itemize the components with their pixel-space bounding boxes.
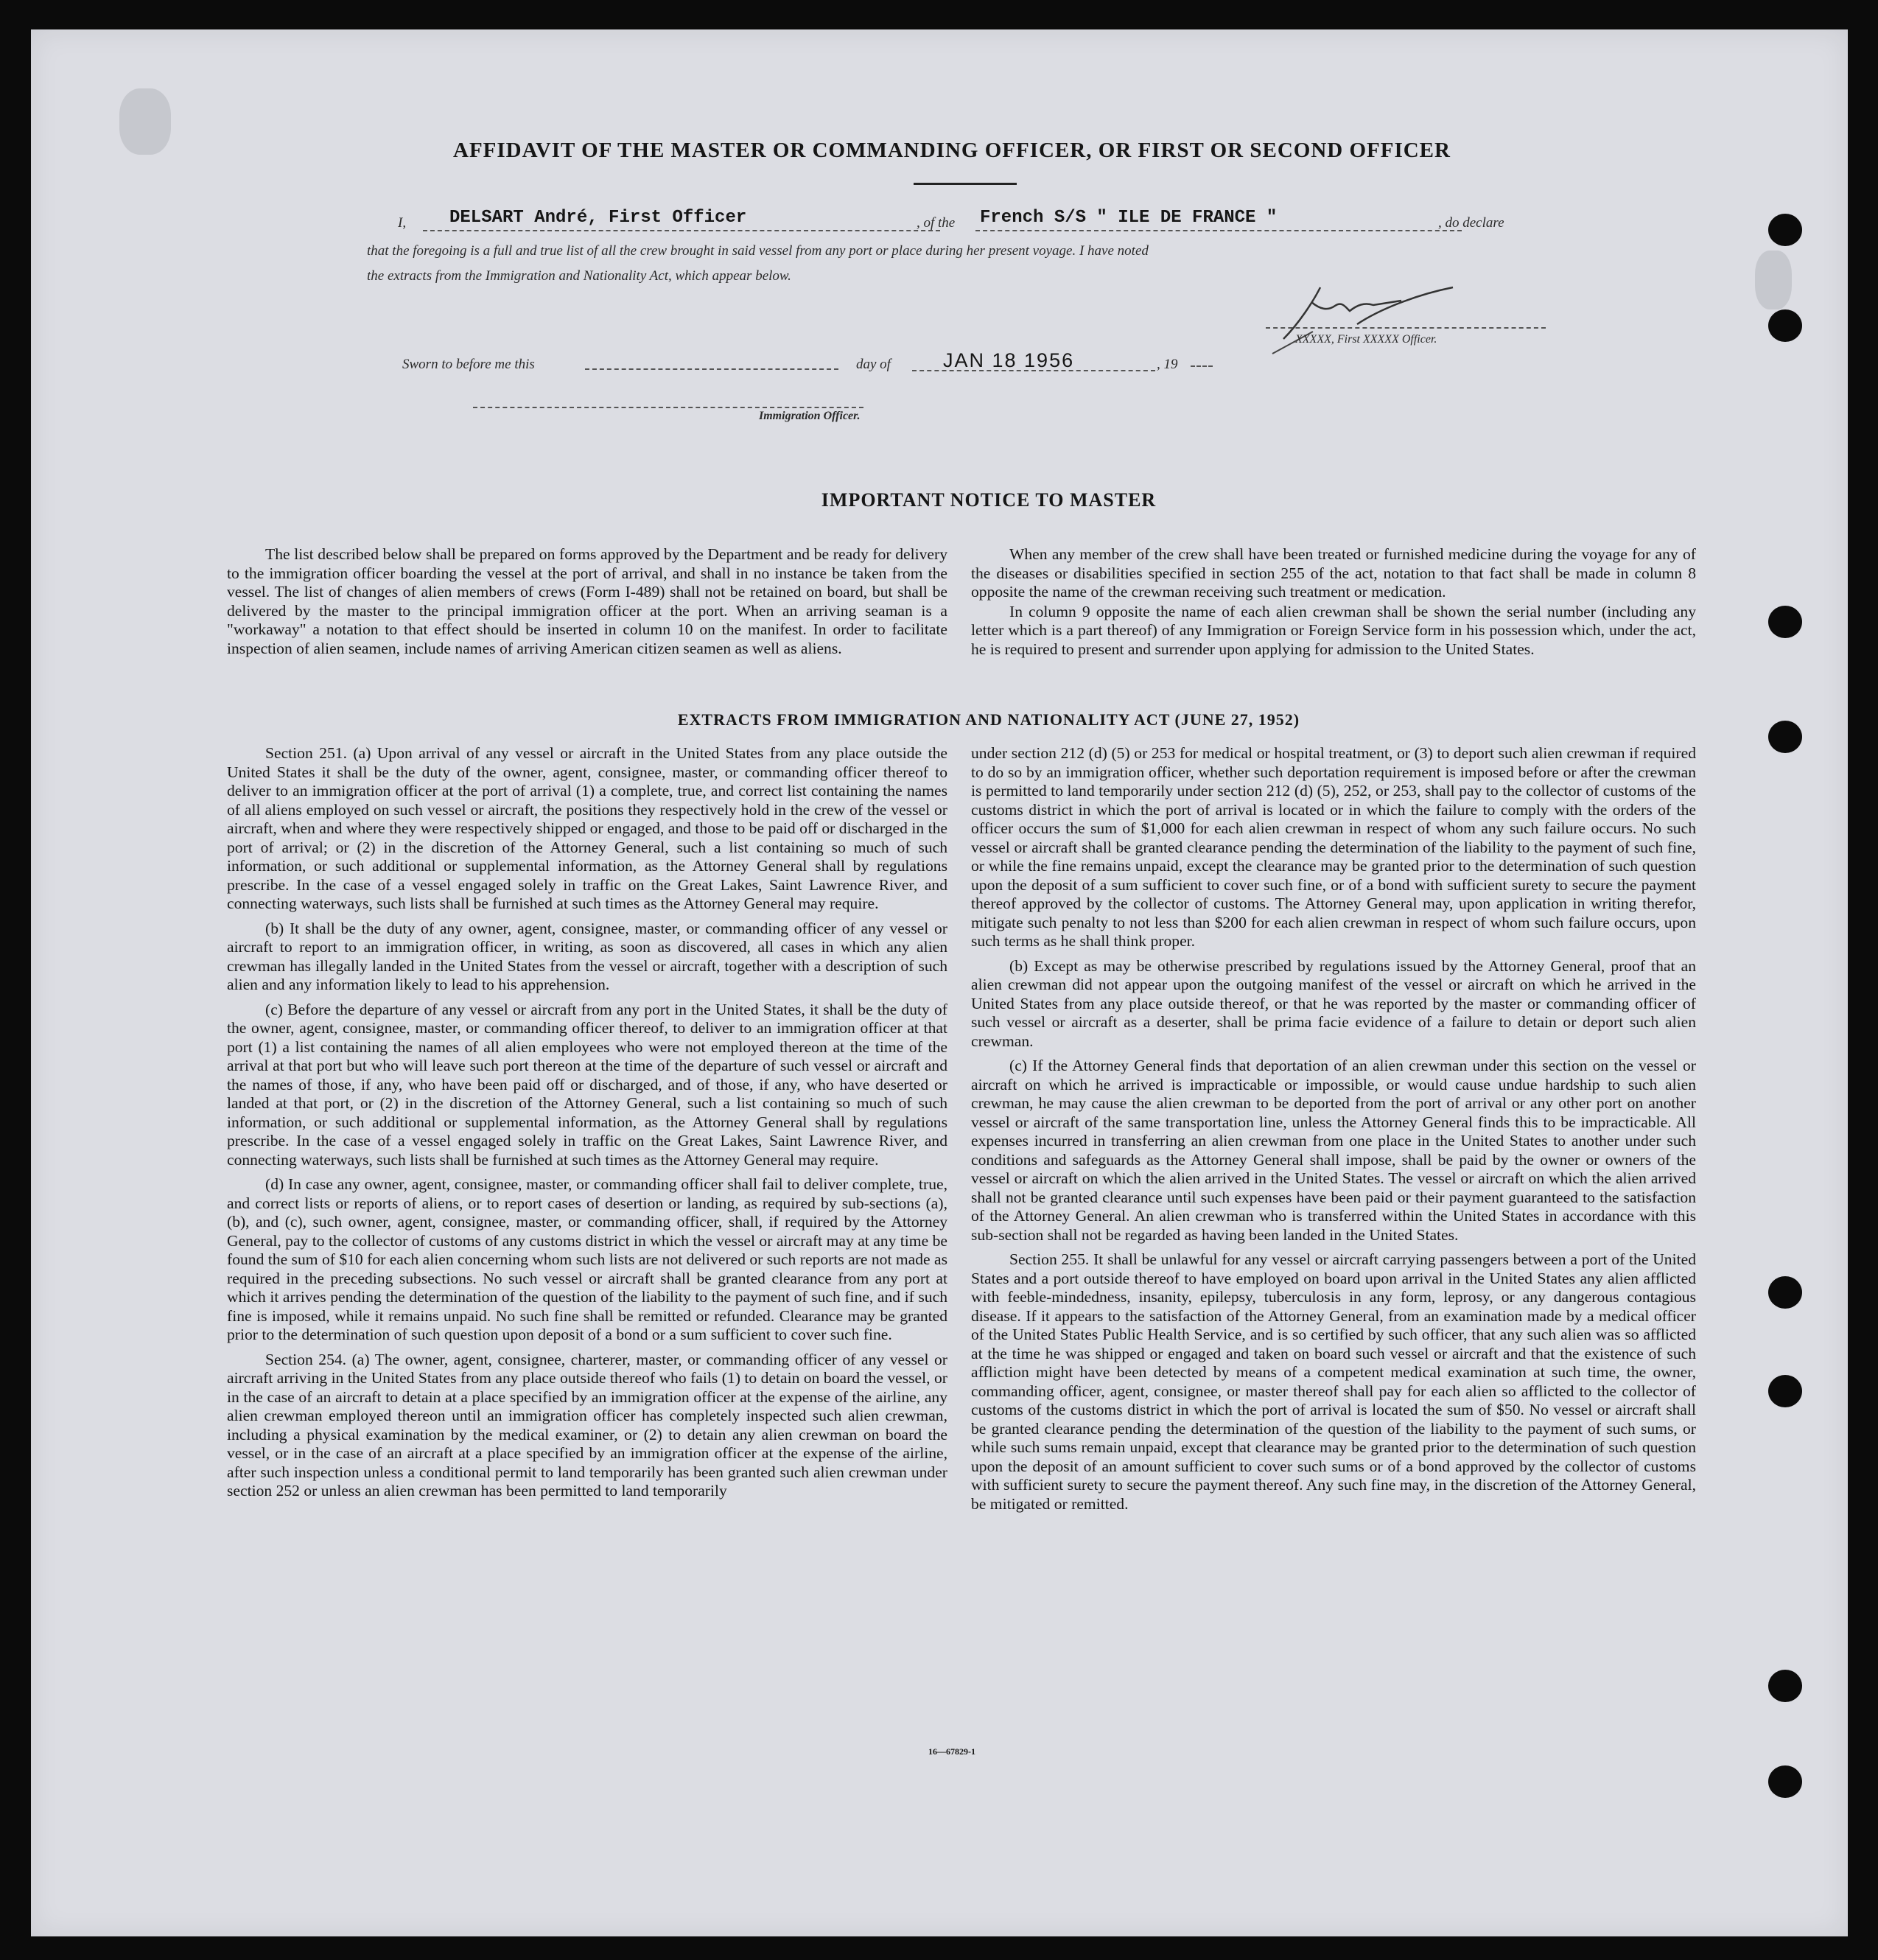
punch-hole: [1768, 606, 1802, 638]
declarant-name: DELSART André, First Officer: [449, 208, 747, 228]
extracts-title: EXTRACTS FROM IMMIGRATION AND NATIONALITY ACT (JUNE 27, 1952): [677, 710, 1300, 729]
extracts-left-column: [227, 744, 947, 1507]
day-of-label: day of: [856, 357, 891, 372]
form-code: 16—67829-1: [928, 1746, 975, 1757]
notice-right-paragraph-2: In column 9 opposite the name of each alien crewman shall be shown the serial number (including any letter which is a part thereof) of any Immigration or Foreign Service form in his possession which, under the act, he is required to present and surrender upon applying for admission to the United States.: [971, 602, 1696, 658]
do-declare-label: , do declare: [1438, 215, 1504, 231]
date-stamp: JAN 18 1956: [943, 349, 1075, 371]
year-field[interactable]: [1191, 360, 1213, 367]
punch-hole: [1768, 309, 1802, 342]
signature-scribble: [1269, 273, 1468, 361]
punch-hole: [1768, 1375, 1802, 1407]
section-254c: (c) If the Attorney General finds that deportation of an alien crewman under this section on the vessel or aircraft on which he arrived is impracticable or impossible, or would cause undue hardship to such alien crewman, he may cause the alien crewman to be deported from the port of arrival or any other port on another vessel or aircraft of the same transportation line, unless the Attorney General finds this to be impracticable. All expenses incurred in transferring an alien crewman from one place in the United States to another under such conditions and safeguards as the Attorney General shall impose, shall be paid by the owner or owners of the vessel or aircraft on which the alien arrived in the United States. The vessel or aircraft on which the alien arrived shall not be granted clearance until such expenses have been paid or their payment guaranteed to the satisfaction of the Attorney General. An alien crewman who is transferred within the United States in accordance with this sub-section shall not be regarded as having been landed in the United States.: [971, 1057, 1696, 1244]
notice-title: IMPORTANT NOTICE TO MASTER: [821, 489, 1157, 511]
statement-line-1: that the foregoing is a full and true list of all the crew brought in said vessel from any port or place during her present voyage. I have noted: [367, 243, 1149, 259]
punch-hole: [1768, 214, 1802, 246]
vessel-name: French S/S " ILE DE FRANCE ": [980, 208, 1278, 228]
punch-hole: [1768, 1670, 1802, 1702]
sworn-date-field[interactable]: [585, 349, 838, 370]
affidavit-title: AFFIDAVIT OF THE MASTER OR COMMANDING OFFICER, OR FIRST OR SECOND OFFICER: [453, 139, 1451, 162]
statement-line-2: the extracts from the Immigration and Nationality Act, which appear below.: [367, 268, 791, 284]
punch-hole: [1768, 1276, 1802, 1309]
year-label: , 19: [1157, 357, 1178, 372]
smudge-mark: [119, 88, 171, 155]
sworn-label: Sworn to before me this: [402, 357, 535, 372]
document-page: [31, 29, 1848, 1936]
section-254b: (b) Except as may be otherwise prescribed by regulations issued by the Attorney General, proof that an alien crewman did not appear upon the outgoing manifest of the vessel or aircraft on which he arrived in the United States from any place outside thereof, or that he was reported by the master or commanding officer of such vessel or aircraft as a deserter, shall be prima facie evidence of a failure to detain or deport such alien crewman.: [971, 956, 1696, 1050]
section-255: Section 255. It shall be unlawful for any vessel or aircraft carrying passengers between a port of the United States and a port outside thereof to have employed on board upon arrival in the United States any alien afflicted with feeble-mindedness, insanity, epilepsy, tuberculosis in any form, leprosy, or any dangerous contagious disease. If it appears to the satisfaction of the Attorney General, from an examination made by a medical officer of the United States Public Health Service, and is so certified by such officer, that any such alien was so afflicted at the time he was shipped or engaged and taken on board such vessel or aircraft and that the existence of such affliction might have been detected by means of a competent medical examination at such time, the owner, commanding officer, agent, consignee, or master thereof shall pay for each alien so afflicted to the collector of customs of the customs district in which the port of arrival is located the sum of $50. No vessel or aircraft shall be granted clearance pending the determination of the question of the liability to the payment of such sums, or while such sums remain unpaid, except that clearance may be granted prior to the determination of such question upon the deposit of an amount sufficient to cover such sums or of a bond approved by the collector of customs with sufficient surety to secure the payment thereof. Any such fine may, in the discretion of the Attorney General, be mitigated or remitted.: [971, 1250, 1696, 1513]
smudge-mark: [1755, 251, 1792, 309]
punch-hole: [1768, 721, 1802, 753]
vessel-field[interactable]: [975, 208, 1462, 231]
section-254a-continued: under section 212 (d) (5) or 253 for medical or hospital treatment, or (3) to deport such alien crewman if required to do so by an immigration officer, whether such deportation requirement is imposed before or after the crewman is permitted to land temporarily under section 212 (d) (5), 252, or 253, shall pay to the collector of customs of the customs district in which the port of arrival is located or in which the failure to comply with the orders of the officer occurs the sum of $1,000 for each alien crewman in respect of whom any such failure occurs. No such vessel or aircraft shall be granted clearance pending the determination of the liability to the payment of such fine, or while the fine remains unpaid, except the clearance may be granted prior to the determination of such question upon the deposit of a sum sufficient to cover such fine, or of a bond with sufficient surety to secure the payment thereof approved by the collector of customs. The Attorney General may, upon application in writing therefor, mitigate such penalty to not less than $200 for each alien crewman in respect of whom such failure occurs, upon such terms as he shall think proper.: [971, 744, 1696, 950]
immigration-officer-caption: Immigration Officer.: [759, 410, 861, 422]
section-251c: (c) Before the departure of any vessel or aircraft from any port in the United States, it shall be the duty of the owner, agent, consignee, master, or commanding officer thereof, to deliver to an immigration officer at that port (1) a list containing the names of all alien employees who were not employed thereon at the time of the arrival at that port but who will leave such port thereon at the time of the departure of such vessel or aircraft and the names of those, if any, who have been paid off or discharged, and of those, if any, who have deserted or landed at that port, or (2) in the discretion of the Attorney General, such a list containing so much of such information, or such additional or supplemental information, as the Attorney General shall by regulations prescribe. In the case of a vessel engaged solely in traffic on the Great Lakes, Saint Lawrence River, and connecting waterways, such lists shall be furnished at such times as the Attorney General may require.: [227, 1000, 947, 1169]
section-251a: Section 251. (a) Upon arrival of any vessel or aircraft in the United States from any place outside the United States it shall be the duty of the owner, agent, consignee, master, or commanding officer thereof to deliver to an immigration officer at the port of arrival (1) a complete, true, and correct list containing the names of all aliens employed on such vessel or aircraft, the positions they respectively hold in the crew of the vessel or aircraft, when and where they were respectively shipped or engaged, and those to be paid off or discharged in the port of arrival; or (2) in the discretion of the Attorney General, such a list containing so much of such information, or such additional or supplemental information, as the Attorney General shall by regulations prescribe. In the case of a vessel engaged solely in traffic on the Great Lakes, Saint Lawrence River, and connecting waterways, such lists shall be furnished at such times as the Attorney General may require.: [227, 744, 947, 912]
declarant-field[interactable]: [423, 208, 940, 231]
month-field[interactable]: [912, 349, 1155, 371]
notice-right-column: [971, 545, 1696, 665]
of-the-label: , of the: [917, 215, 956, 231]
notice-left-column: [227, 545, 947, 664]
i-label: I,: [398, 215, 407, 231]
officer-signature-line[interactable]: [1266, 326, 1546, 329]
section-251b: (b) It shall be the duty of any owner, agent, consignee, master, or commanding officer of any vessel or aircraft to report to an immigration officer, in writing, as soon as discovered, all cases in which any alien crewman has illegally landed in the United States from the vessel or aircraft, together with a description of such alien and any information likely to lead to his apprehension.: [227, 919, 947, 993]
officer-caption: XXXXX, First XXXXX Officer.: [1295, 333, 1437, 346]
notice-right-paragraph-1: When any member of the crew shall have been treated or furnished medicine during the voyage for any of the diseases or disabilities specified in section 255 of the act, notation to that fact shall be made in column 8 opposite the name of the crewman receiving such treatment or medication.: [971, 545, 1696, 601]
immigration-officer-signature-line[interactable]: [473, 405, 863, 408]
section-251d: (d) In case any owner, agent, consignee, master, or commanding officer shall fail to deliver complete, true, and correct lists or reports of aliens, or to report cases of desertion or landing, as required by sub-sections (a), (b), and (c), such owner, agent, consignee, master, or commanding officer, shall, if required by the Attorney General, pay to the collector of customs of any customs district in which the vessel or aircraft may at any time be found the sum of $10 for each alien concerning whom such lists are not delivered or such reports are not made as required in the preceding subsections. No such vessel or aircraft shall be granted clearance from any port at which it arrives pending the determination of the question of the liability to the payment of such fine, and if such fine is imposed, while it remains unpaid. No such fine shall be remitted or refunded. Clearance may be granted prior to the determination of such question upon deposit of a bond or a sum sufficient to cover such fine.: [227, 1175, 948, 1343]
extracts-right-column: [971, 744, 1696, 1519]
title-rule: [914, 183, 1017, 185]
section-254a: Section 254. (a) The owner, agent, consignee, charterer, master, or commanding officer of any vessel or aircraft arriving in the United States from any place outside thereof who fails (1) to detain on board the vessel, or in the case of an aircraft to detain at a place specified by an immigration officer at the expense of the airline, any alien crewman employed thereon until an immigration officer has completely inspected such alien crewman, including a physical examination by the medical examiner, or (2) to detain any alien crewman on board the vessel, or in the case of an aircraft at a place specified by an immigration officer at the expense of the airline, after such inspection unless a conditional permit to land temporarily has been granted such alien crewman under section 252 or unless an alien crewman has been permitted to land temporarily: [227, 1350, 947, 1499]
notice-left-paragraph: The list described below shall be prepared on forms approved by the Department and be ready for delivery to the immigration officer boarding the vessel at the port of arrival, and shall in no instance be taken from the vessel. The list of changes of alien members of crews (Form I-489) shall not be retained on board, but shall be delivered by the master to the principal immigration officer at the port. When an arriving seaman is a "workaway" a notation to that effect should be inserted in column 10 on the manifest. In order to facilitate inspection of alien seamen, include names of arriving American citizen seamen as well as aliens.: [227, 545, 947, 657]
punch-hole: [1768, 1765, 1802, 1798]
